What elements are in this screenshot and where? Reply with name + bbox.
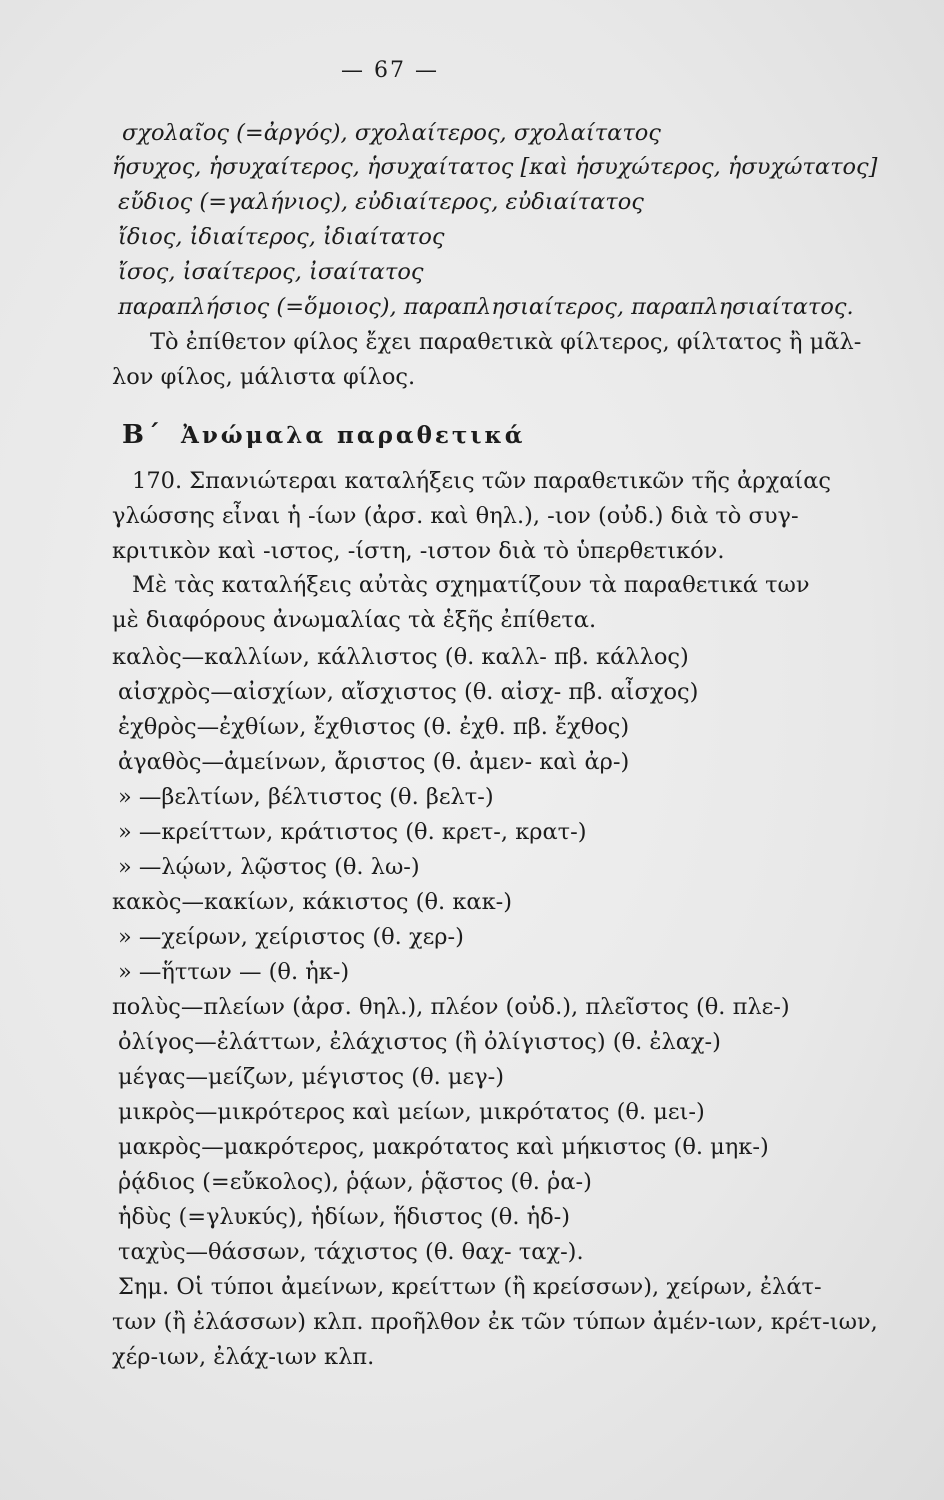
- text-line: ἥσυχος, ἡσυχαίτερος, ἡσυχαίτατος [καὶ ἡσυχώτερος, ἡσυχώτατος]: [112, 154, 878, 180]
- paragraph-line: κριτικὸν καὶ -ιστος, -ίστη, -ιστον διὰ τὸ ὑπερθετικόν.: [112, 538, 725, 564]
- paragraph-line: Μὲ τὰς καταλήξεις αὐτὰς σχηματίζουν τὰ παραθετικά των: [132, 572, 810, 598]
- form-row: μακρὸς—μακρότερος, μακρότατος καὶ μήκιστος (θ. μηκ-): [118, 1134, 769, 1160]
- form-row: » —βελτίων, βέλτιστος (θ. βελτ-): [118, 784, 494, 810]
- form-row: ῥᾴδιος (=εὔκολος), ῥᾴων, ῥᾷστος (θ. ῥα-): [118, 1169, 592, 1195]
- remark-line: χέρ-ιων, ἐλάχ-ιων κλπ.: [112, 1344, 375, 1370]
- form-row: μικρὸς—μικρότερος καὶ μείων, μικρότατος (θ. μει-): [118, 1099, 705, 1125]
- form-row: » —ἥττων — (θ. ἡκ-): [118, 959, 350, 985]
- section-heading-mark: Β΄: [122, 420, 163, 450]
- paragraph-line: μὲ διαφόρους ἀνωμαλίας τὰ ἑξῆς ἐπίθετα.: [112, 607, 597, 633]
- text-line: ἴδιος, ἰδιαίτερος, ἰδιαίτατος: [118, 224, 445, 250]
- form-row: ἐχθρὸς—ἐχθίων, ἔχθιστος (θ. ἐχθ. πβ. ἔχθος): [118, 714, 630, 740]
- section-heading-text: Ἀνώμαλα παραθετικά: [180, 422, 526, 449]
- section-heading: [122, 420, 525, 450]
- form-row: πολὺς—πλείων (ἀρσ. θηλ.), πλέον (οὐδ.), πλεῖστος (θ. πλε-): [112, 994, 790, 1020]
- form-row: ἡδὺς (=γλυκύς), ἡδίων, ἥδιστος (θ. ἡδ-): [118, 1204, 571, 1230]
- note-line: λον φίλος, μάλιστα φίλος.: [112, 364, 416, 390]
- form-row: ἀγαθὸς—ἀμείνων, ἄριστος (θ. ἀμεν- καὶ ἀρ-): [118, 749, 630, 775]
- form-row: καλὸς—καλλίων, κάλλιστος (θ. καλλ- πβ. κάλλος): [112, 644, 689, 670]
- text-line: σχολαῖος (=ἀργός), σχολαίτερος, σχολαίτατος: [122, 120, 661, 146]
- paragraph-line: γλώσσης εἶναι ἡ -ίων (ἀρσ. καὶ θηλ.), -ιον (οὐδ.) διὰ τὸ συγ-: [112, 503, 799, 529]
- form-row: ὀλίγος—ἐλάττων, ἐλάχιστος (ἢ ὀλίγιστος) (θ. ἐλαχ-): [118, 1029, 721, 1055]
- text-line: εὔδιος (=γαλήνιος), εὐδιαίτερος, εὐδιαίτατος: [118, 189, 644, 215]
- form-row: μέγας—μείζων, μέγιστος (θ. μεγ-): [118, 1064, 505, 1090]
- text-line: παραπλήσιος (=ὅμοιος), παραπλησιαίτερος, παραπλησιαίτατος.: [118, 294, 854, 320]
- text-line: ἴσος, ἰσαίτερος, ἰσαίτατος: [118, 259, 424, 285]
- page-number: — 67 —: [341, 58, 439, 83]
- form-row: ταχὺς—θάσσων, τάχιστος (θ. θαχ- ταχ-).: [118, 1239, 584, 1265]
- form-row: » —χείρων, χείριστος (θ. χερ-): [118, 924, 464, 950]
- remark-line: Σημ. Οἱ τύποι ἀμείνων, κρείττων (ἢ κρείσσων), χείρων, ἐλάτ-: [118, 1274, 822, 1300]
- note-line: Τὸ ἐπίθετον φίλος ἔχει παραθετικὰ φίλτερος, φίλτατος ἢ μᾶλ-: [150, 329, 862, 355]
- paragraph-line: 170. Σπανιώτεραι καταλήξεις τῶν παραθετικῶν τῆς ἀρχαίας: [132, 468, 832, 494]
- remark-line: των (ἢ ἐλάσσων) κλπ. προῆλθον ἐκ τῶν τύπων ἀμέν-ιων, κρέτ-ιων,: [112, 1309, 878, 1335]
- form-row: » —λῴων, λῷστος (θ. λω-): [118, 854, 420, 880]
- form-row: κακὸς—κακίων, κάκιστος (θ. κακ-): [112, 889, 513, 915]
- form-row: αἰσχρὸς—αἰσχίων, αἴσχιστος (θ. αἰσχ- πβ. αἶσχος): [118, 679, 699, 705]
- form-row: » —κρείττων, κράτιστος (θ. κρετ-, κρατ-): [118, 819, 587, 845]
